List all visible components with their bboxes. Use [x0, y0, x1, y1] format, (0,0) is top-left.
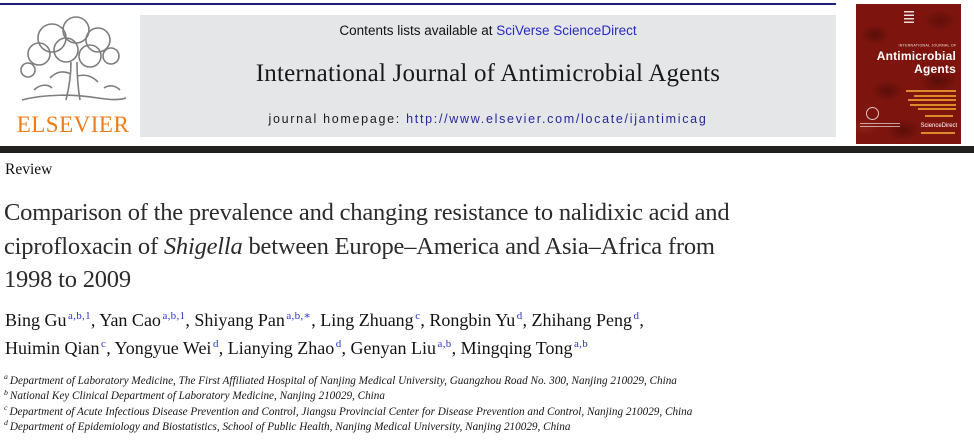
- author: [228, 338, 351, 358]
- author-affiliation-sup: a,b: [574, 337, 589, 350]
- cover-sciencedirect-label: ScienceDirect: [920, 122, 957, 129]
- elsevier-tree-icon: [14, 12, 132, 112]
- author-affiliation-sup: c: [101, 337, 107, 350]
- author: [5, 338, 115, 358]
- author-name: Genyan Liu: [350, 337, 437, 358]
- affiliation-sup: b: [4, 387, 8, 397]
- affiliation-sup: d: [4, 418, 8, 428]
- affiliation-row: [4, 405, 964, 420]
- author-separator: ,: [106, 337, 115, 358]
- homepage-prefix: journal homepage:: [268, 112, 407, 126]
- author-name: Zhihang Peng: [531, 310, 633, 330]
- article-type-label: Review: [5, 161, 53, 178]
- affiliation-list: [4, 374, 964, 436]
- author: [351, 338, 461, 358]
- cover-available-online-line: [925, 115, 953, 117]
- author-separator: ,: [522, 310, 532, 330]
- cover-topic-lines: [902, 90, 956, 113]
- author: [5, 310, 99, 330]
- author-list: [5, 307, 935, 362]
- elsevier-logo: [8, 12, 138, 140]
- author: [320, 310, 429, 330]
- section-divider-rule: [0, 146, 974, 153]
- affiliation-text: Department of Epidemiology and Biostatistics, School of Public Health, Nanjing Medical University, Nanjing 210029, China: [9, 421, 571, 434]
- affiliation-sup: c: [4, 403, 8, 413]
- affiliation-row: [4, 420, 964, 435]
- author: [461, 338, 588, 358]
- elsevier-wordmark: ELSEVIER: [16, 112, 130, 137]
- journal-banner: [140, 15, 836, 137]
- species-name-italic: Shigella: [163, 232, 243, 260]
- cover-crest-icon: [904, 11, 914, 24]
- author-name: Yan Cao: [99, 310, 161, 330]
- author: [115, 338, 228, 358]
- cover-society-emblem-icon: [866, 107, 879, 120]
- author: [532, 310, 644, 330]
- author-affiliation-sup: d: [633, 310, 640, 322]
- top-rule: [0, 3, 836, 5]
- author-name: Mingqing Tong: [460, 337, 573, 358]
- author-name: Yongyue Wei: [114, 337, 212, 358]
- author-affiliation-sup: d: [212, 337, 219, 350]
- author-separator: ,: [90, 310, 100, 330]
- cover-society-text-lines: [860, 123, 900, 128]
- author-separator: ,: [420, 310, 430, 330]
- cover-title-line1: Antimicrobial: [876, 49, 956, 63]
- homepage-line: [140, 112, 836, 126]
- journal-cover-thumbnail: [856, 4, 961, 144]
- affiliation-sup: a: [4, 372, 8, 382]
- author-separator: ,: [311, 310, 321, 330]
- author-separator: ,: [218, 337, 228, 358]
- author-line-2: [5, 335, 935, 363]
- author-name: Bing Gu: [5, 310, 67, 330]
- contents-line: [140, 23, 836, 38]
- article-title-line3: 1998 to 2009: [4, 266, 131, 293]
- author: [194, 310, 320, 330]
- affiliation-text: Department of Laboratory Medicine, The First Affiliated Hospital of Nanjing Medical University, Guangzhou Road No. 300, Nanjing 210029, China: [9, 375, 677, 387]
- author-name: Rongbin Yu: [429, 310, 516, 330]
- author-affiliation-sup: d: [335, 337, 342, 350]
- journal-homepage-link[interactable]: http://www.elsevier.com/locate/ijantimicag: [406, 112, 708, 126]
- cover-title-line2: Agents: [914, 62, 956, 76]
- sciverse-sciencedirect-link[interactable]: SciVerse ScienceDirect: [496, 23, 637, 38]
- author-affiliation-sup: a,b,∗: [286, 310, 312, 322]
- contents-prefix: Contents lists available at: [339, 23, 497, 38]
- article-title-line2: ciprofloxacin of Shigella between Europe–America and Asia–Africa from: [4, 232, 715, 260]
- cover-url-line: [921, 132, 955, 134]
- author-affiliation-sup: a,b: [437, 337, 452, 350]
- author: [99, 310, 194, 330]
- article-title: [4, 196, 934, 297]
- author-name: Shiyang Pan: [194, 310, 285, 330]
- author-separator: ,: [185, 310, 195, 330]
- affiliation-text: National Key Clinical Department of Laboratory Medicine, Nanjing 210029, China: [9, 390, 385, 403]
- author-name: Ling Zhuang: [320, 310, 414, 330]
- author-name: Huimin Qian: [5, 337, 100, 358]
- affiliation-text: Department of Acute Infectious Disease Prevention and Control, Jiangsu Provincial Center for Disease Prevention and Control, Nanjing 210029, China: [9, 405, 693, 418]
- author-separator: ,: [451, 337, 461, 358]
- journal-title: International Journal of Antimicrobial Agents: [255, 60, 721, 87]
- affiliation-row: [4, 389, 964, 404]
- author-affiliation-sup: d: [516, 310, 523, 322]
- author-line-1: [5, 307, 935, 335]
- author-affiliation-sup: c: [415, 310, 421, 322]
- affiliation-row: [4, 374, 964, 389]
- cover-masthead-small: INTERNATIONAL JOURNAL OF: [898, 44, 956, 48]
- author: [429, 310, 531, 330]
- author-affiliation-sup: a,b,1: [162, 310, 186, 322]
- author-separator: ,: [341, 337, 351, 358]
- author-affiliation-sup: a,b,1: [68, 310, 91, 322]
- author-separator: ,: [639, 310, 644, 330]
- article-title-line1: Comparison of the prevalence and changing resistance to nalidixic acid and: [4, 199, 730, 226]
- author-name: Lianying Zhao: [227, 337, 335, 358]
